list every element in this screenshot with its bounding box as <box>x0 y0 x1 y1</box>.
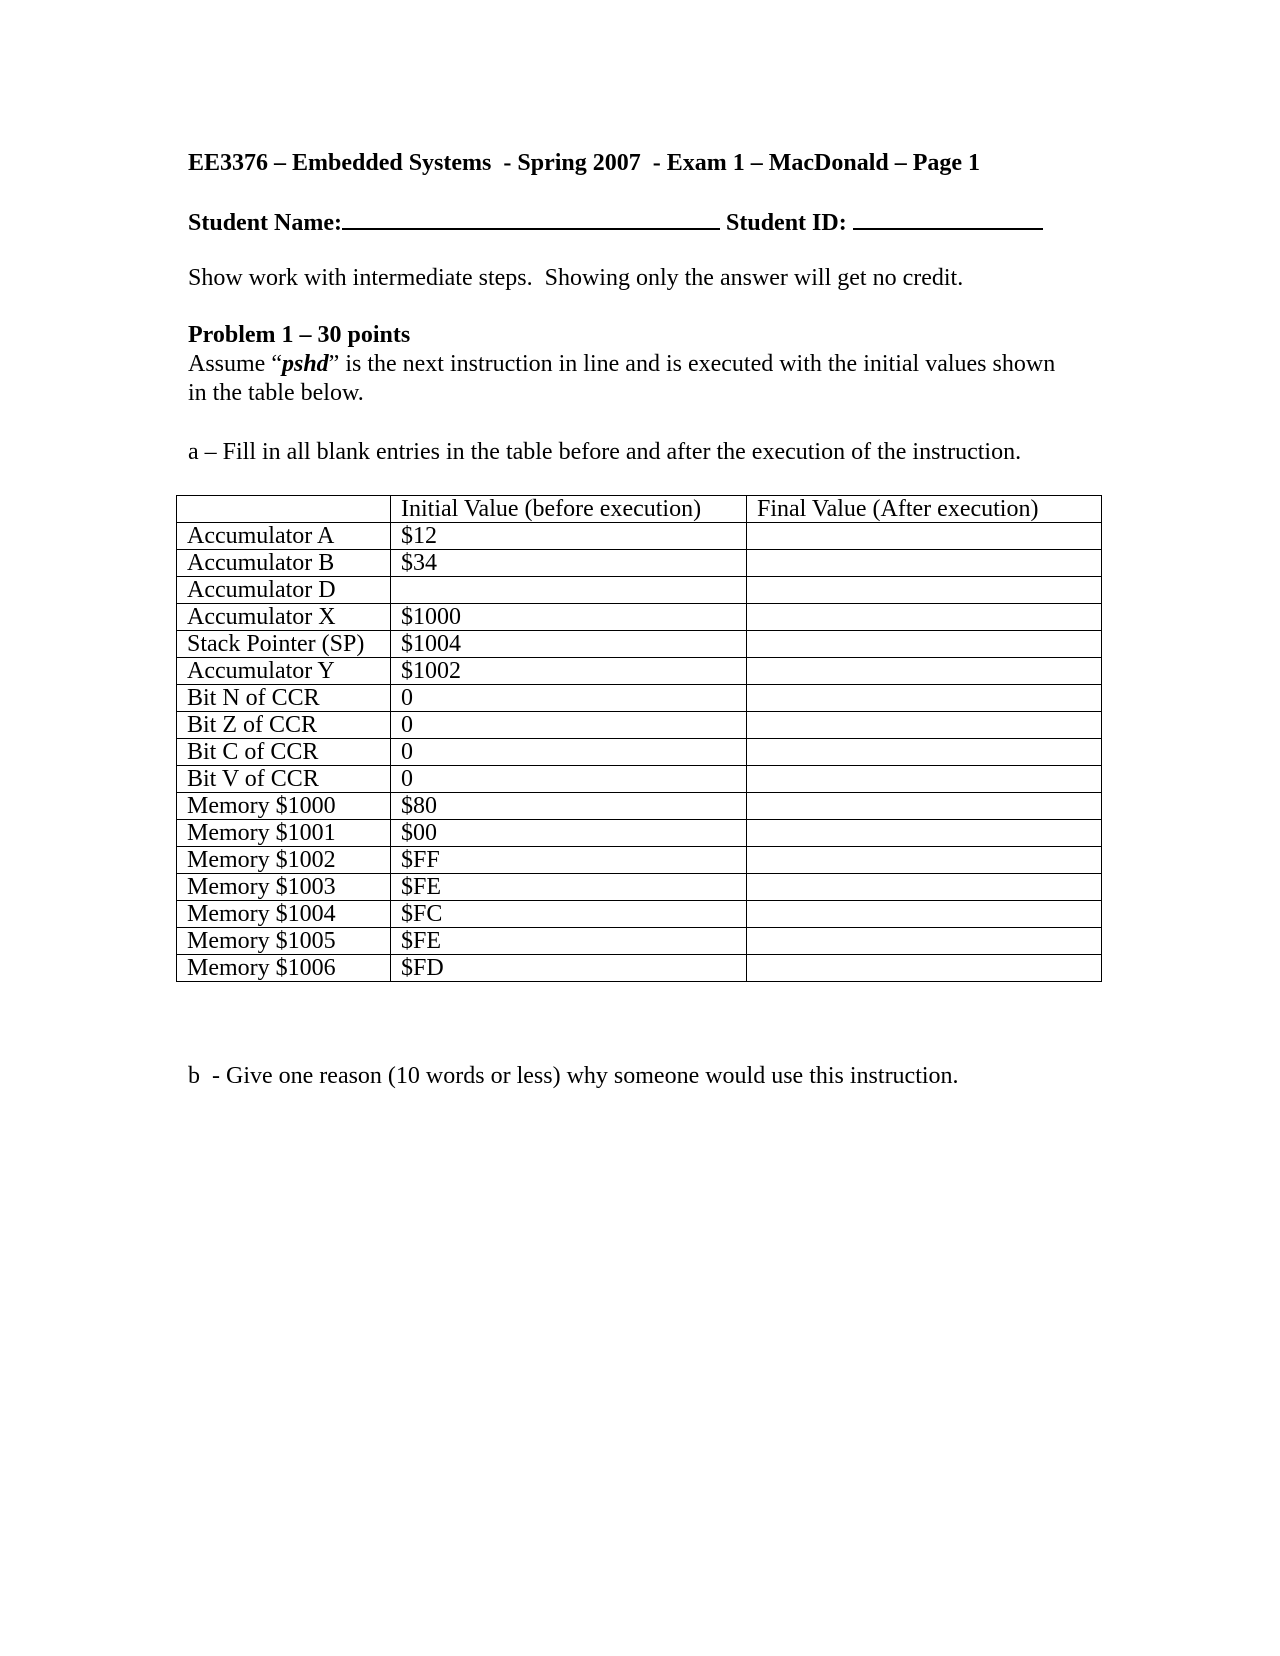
final-value-cell[interactable] <box>747 793 1102 820</box>
final-value-cell[interactable] <box>747 523 1102 550</box>
row-label-cell: Stack Pointer (SP) <box>177 631 391 658</box>
part-a-prompt: a – Fill in all blank entries in the table before and after the execution of the instruction. <box>188 439 1022 465</box>
initial-value-cell: $FE <box>391 874 747 901</box>
table-row <box>177 550 1102 577</box>
initial-value-cell: $FD <box>391 955 747 982</box>
table-row <box>177 874 1102 901</box>
table-row <box>177 847 1102 874</box>
final-value-cell[interactable] <box>747 631 1102 658</box>
table-header-cell <box>177 496 391 523</box>
initial-value-cell: $12 <box>391 523 747 550</box>
final-value-cell[interactable] <box>747 604 1102 631</box>
table-header-cell: Final Value (After execution) <box>747 496 1102 523</box>
row-label-cell: Memory $1005 <box>177 928 391 955</box>
row-label-cell: Accumulator D <box>177 577 391 604</box>
initial-value-cell: 0 <box>391 739 747 766</box>
table-row <box>177 577 1102 604</box>
instruction-name: pshd <box>281 351 329 377</box>
table-row <box>177 955 1102 982</box>
problem-1-text-before: Assume “ <box>188 351 282 377</box>
initial-value-cell: 0 <box>391 766 747 793</box>
final-value-cell[interactable] <box>747 739 1102 766</box>
table-row <box>177 658 1102 685</box>
initial-value-cell: $00 <box>391 820 747 847</box>
student-name-label: Student Name: <box>188 210 342 236</box>
table-row <box>177 685 1102 712</box>
table-row <box>177 928 1102 955</box>
final-value-cell[interactable] <box>747 955 1102 982</box>
final-value-cell[interactable] <box>747 928 1102 955</box>
table-row <box>177 712 1102 739</box>
final-value-cell[interactable] <box>747 550 1102 577</box>
row-label-cell: Bit N of CCR <box>177 685 391 712</box>
row-label-cell: Bit C of CCR <box>177 739 391 766</box>
initial-value-cell: $FE <box>391 928 747 955</box>
initial-value-cell: $34 <box>391 550 747 577</box>
initial-value-cell: $FF <box>391 847 747 874</box>
row-label-cell: Memory $1001 <box>177 820 391 847</box>
table-row <box>177 901 1102 928</box>
table-header-cell: Initial Value (before execution) <box>391 496 747 523</box>
initial-value-cell: 0 <box>391 712 747 739</box>
exam-instructions: Show work with intermediate steps. Showing only the answer will get no credit. <box>188 265 964 291</box>
problem-1-description <box>188 350 1068 408</box>
row-label-cell: Memory $1003 <box>177 874 391 901</box>
student-name-blank <box>342 208 720 230</box>
table-row <box>177 604 1102 631</box>
table-row <box>177 523 1102 550</box>
table-header-row <box>177 496 1102 523</box>
row-label-cell: Memory $1000 <box>177 793 391 820</box>
row-label-cell: Accumulator X <box>177 604 391 631</box>
row-label-cell: Accumulator B <box>177 550 391 577</box>
row-label-cell: Memory $1002 <box>177 847 391 874</box>
final-value-cell[interactable] <box>747 712 1102 739</box>
initial-value-cell: 0 <box>391 685 747 712</box>
final-value-cell[interactable] <box>747 901 1102 928</box>
register-table <box>176 495 1102 982</box>
initial-value-cell: $1000 <box>391 604 747 631</box>
initial-value-cell <box>391 577 747 604</box>
row-label-cell: Memory $1004 <box>177 901 391 928</box>
table-row <box>177 766 1102 793</box>
final-value-cell[interactable] <box>747 685 1102 712</box>
final-value-cell[interactable] <box>747 820 1102 847</box>
table-row <box>177 631 1102 658</box>
table-row <box>177 739 1102 766</box>
page-title: EE3376 – Embedded Systems - Spring 2007 - Exam 1 – MacDonald – Page 1 <box>188 150 981 176</box>
register-table-body <box>177 496 1102 982</box>
row-label-cell: Bit Z of CCR <box>177 712 391 739</box>
student-info-line <box>188 208 1043 237</box>
initial-value-cell: $FC <box>391 901 747 928</box>
table-row <box>177 793 1102 820</box>
final-value-cell[interactable] <box>747 577 1102 604</box>
row-label-cell: Accumulator A <box>177 523 391 550</box>
row-label-cell: Bit V of CCR <box>177 766 391 793</box>
initial-value-cell: $1004 <box>391 631 747 658</box>
problem-1-title: Problem 1 – 30 points <box>188 322 411 348</box>
final-value-cell[interactable] <box>747 658 1102 685</box>
student-id-label: Student ID: <box>726 210 847 236</box>
final-value-cell[interactable] <box>747 766 1102 793</box>
initial-value-cell: $1002 <box>391 658 747 685</box>
row-label-cell: Accumulator Y <box>177 658 391 685</box>
row-label-cell: Memory $1006 <box>177 955 391 982</box>
final-value-cell[interactable] <box>747 874 1102 901</box>
problem-1-text-after: ” is the next instruction in line and is executed with the initial values shown in the table below. <box>188 351 1056 406</box>
table-row <box>177 820 1102 847</box>
part-b-prompt: b - Give one reason (10 words or less) why someone would use this instruction. <box>188 1063 959 1089</box>
initial-value-cell: $80 <box>391 793 747 820</box>
final-value-cell[interactable] <box>747 847 1102 874</box>
student-id-blank <box>853 208 1043 230</box>
